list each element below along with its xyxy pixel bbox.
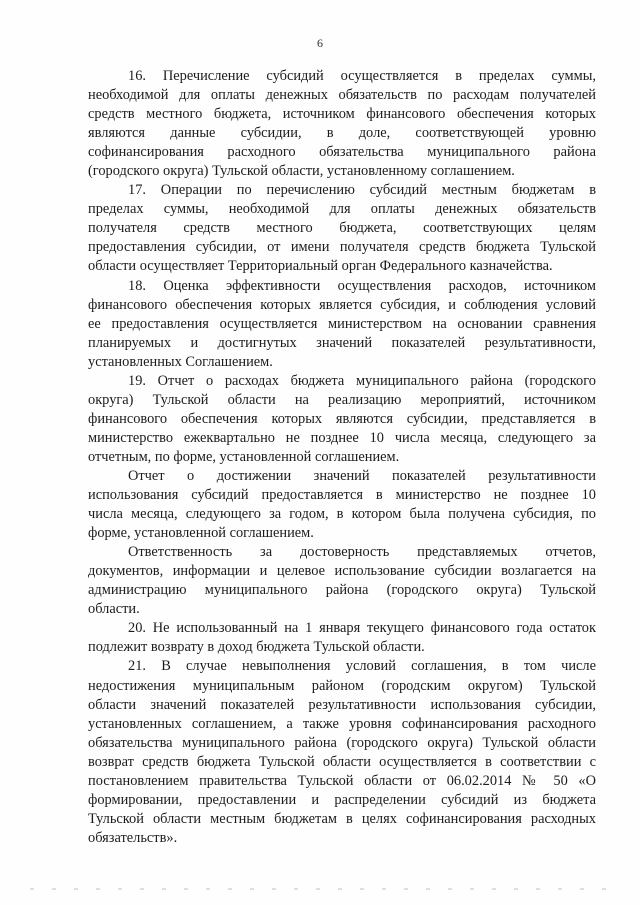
text-line: Отчет о достижении значений показателей результативности <box>128 467 596 484</box>
text-line: 21. В случае невыполнения условий соглашения, в том числе <box>128 658 596 675</box>
text-line: министерство ежеквартально не позднее 10 числа месяца, следующего за <box>88 429 596 446</box>
text-line: 17. Операции по перечислению субсидий местным бюджетам в <box>128 182 596 199</box>
text-line: получателя средств местного бюджета, соответствующих целям <box>88 220 596 237</box>
document-body <box>88 67 596 848</box>
text-line: возврат средств бюджета Тульской области осуществляется в соответствии с <box>88 753 596 770</box>
text-line: 20. Не использованный на 1 января текущего финансового года остаток <box>128 620 596 637</box>
text-line: предоставления субсидии, от имени получателя средств бюджета Тульской <box>88 239 596 256</box>
paragraph-p21 <box>88 657 596 847</box>
text-line: отчетным, по форме, установленной соглашением. <box>88 448 400 465</box>
paragraph-p19b <box>88 467 596 543</box>
text-line: округа) Тульской области на реализацию мероприятий, источником <box>88 391 596 408</box>
text-line: области осуществляет Территориальный орган Федерального казначейства. <box>88 258 553 275</box>
text-line: средств местного бюджета, источником финансового обеспечения которых <box>88 106 596 123</box>
text-line: пределах суммы, необходимой для оплаты денежных обязательств <box>88 201 596 218</box>
paragraph-p19 <box>88 372 596 467</box>
text-line: ее предоставления осуществляется министерством на основании сравнения <box>88 315 596 332</box>
text-line: необходимой для оплаты денежных обязательств по расходам получателей <box>88 87 596 104</box>
paragraph-p17 <box>88 181 596 276</box>
paragraph-p19c <box>88 543 596 619</box>
text-line: установленных соглашением, а также уровня софинансирования расходного <box>88 715 596 732</box>
text-line: 19. Отчет о расходах бюджета муниципального района (городского <box>128 372 596 389</box>
text-line: формировании, предоставлении и распределении субсидий из бюджета <box>88 791 596 808</box>
text-line: числа месяца, следующего за годом, в котором была получена субсидия, по <box>88 506 596 523</box>
text-line: Ответственность за достоверность представляемых отчетов, <box>128 544 596 561</box>
text-line: области. <box>88 601 140 618</box>
text-line: администрацию муниципального района (городского округа) Тульской <box>88 582 596 599</box>
text-line: софинансирования расходного обязательства муниципального района <box>88 144 596 161</box>
text-line: Тульской области местным бюджетам в целях софинансирования расходных <box>88 810 596 827</box>
text-line: установленных Соглашением. <box>88 353 273 370</box>
text-line: обязательств». <box>88 829 178 846</box>
paragraph-p16 <box>88 67 596 181</box>
text-line: обязательства муниципального района (городского округа) Тульской области <box>88 734 596 751</box>
text-line: 16. Перечисление субсидий осуществляется в пределах суммы, <box>128 68 596 84</box>
text-line: области значений показателей результативности использования субсидии, <box>88 696 596 713</box>
text-line: планируемых и достигнутых значений показателей результативности, <box>88 334 596 351</box>
text-line: являются данные субсидии, в доле, соответствующей уровню <box>88 125 596 142</box>
text-line: финансового обеспечения которых являются субсидии, представляется в <box>88 410 596 427</box>
page-number: 6 <box>317 36 323 50</box>
paragraph-p20 <box>88 619 596 657</box>
text-line: (городского округа) Тульской области, установленному соглашением. <box>88 163 515 180</box>
text-line: использования субсидий предоставляется в министерство не позднее 10 <box>88 487 596 504</box>
text-line: постановлением правительства Тульской области от 06.02.2014 № 50 «О <box>88 772 596 789</box>
text-line: 18. Оценка эффективности осуществления расходов, источником <box>128 277 596 294</box>
text-line: документов, информации и целевое использование субсидии возлагается на <box>88 563 596 580</box>
text-line: подлежит возврату в доход бюджета Тульской области. <box>88 639 425 656</box>
text-line: недостижения муниципальным районом (городским округом) Тульской <box>88 677 596 694</box>
text-line: форме, установленной соглашением. <box>88 525 314 542</box>
scan-artifact-line <box>30 888 610 890</box>
paragraph-p18 <box>88 277 596 372</box>
text-line: финансового обеспечения которых является субсидия, и соблюдения условий <box>88 296 596 313</box>
